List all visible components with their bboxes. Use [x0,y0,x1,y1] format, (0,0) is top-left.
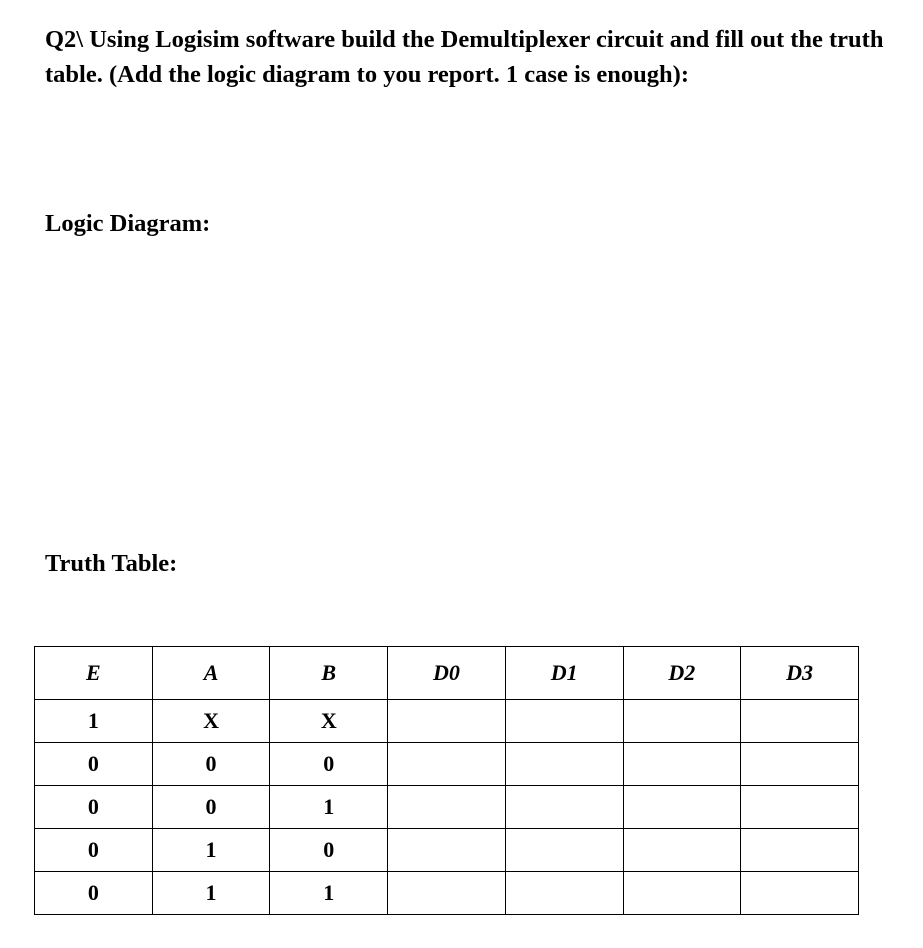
cell-e: 0 [35,786,153,829]
truth-table-header-row [35,647,859,700]
table-row [35,700,859,743]
cell-d2[interactable] [623,786,741,829]
column-header-e: E [35,647,153,700]
cell-a: 1 [152,872,270,915]
cell-d1[interactable] [505,743,623,786]
table-row [35,743,859,786]
cell-d3[interactable] [741,743,859,786]
table-row [35,872,859,915]
cell-d0[interactable] [388,829,506,872]
cell-e: 1 [35,700,153,743]
table-row [35,829,859,872]
cell-b: 0 [270,743,388,786]
cell-d0[interactable] [388,786,506,829]
cell-d3[interactable] [741,829,859,872]
table-row [35,786,859,829]
column-header-d1: D1 [505,647,623,700]
column-header-d3: D3 [741,647,859,700]
cell-a: 0 [152,743,270,786]
cell-d3[interactable] [741,872,859,915]
cell-d2[interactable] [623,700,741,743]
column-header-d2: D2 [623,647,741,700]
cell-d1[interactable] [505,786,623,829]
cell-a: 1 [152,829,270,872]
column-header-a: A [152,647,270,700]
cell-b: X [270,700,388,743]
cell-d0[interactable] [388,700,506,743]
cell-b: 0 [270,829,388,872]
cell-d3[interactable] [741,786,859,829]
cell-d3[interactable] [741,700,859,743]
cell-d0[interactable] [388,743,506,786]
cell-e: 0 [35,872,153,915]
cell-d1[interactable] [505,872,623,915]
logic-diagram-area [45,250,865,530]
cell-e: 0 [35,829,153,872]
logic-diagram-heading: Logic Diagram: [45,210,211,237]
truth-table-heading: Truth Table: [45,550,178,577]
truth-table [34,646,859,915]
cell-b: 1 [270,786,388,829]
question-text: Q2\ Using Logisim software build the Demultiplexer circuit and fill out the truth table. (Add the logic diagram to you report. 1 case is enough): [45,26,884,88]
cell-d2[interactable] [623,829,741,872]
cell-d1[interactable] [505,700,623,743]
cell-b: 1 [270,872,388,915]
cell-d2[interactable] [623,872,741,915]
column-header-b: B [270,647,388,700]
cell-d2[interactable] [623,743,741,786]
column-header-d0: D0 [388,647,506,700]
cell-d1[interactable] [505,829,623,872]
cell-d0[interactable] [388,872,506,915]
cell-a: X [152,700,270,743]
cell-e: 0 [35,743,153,786]
cell-a: 0 [152,786,270,829]
